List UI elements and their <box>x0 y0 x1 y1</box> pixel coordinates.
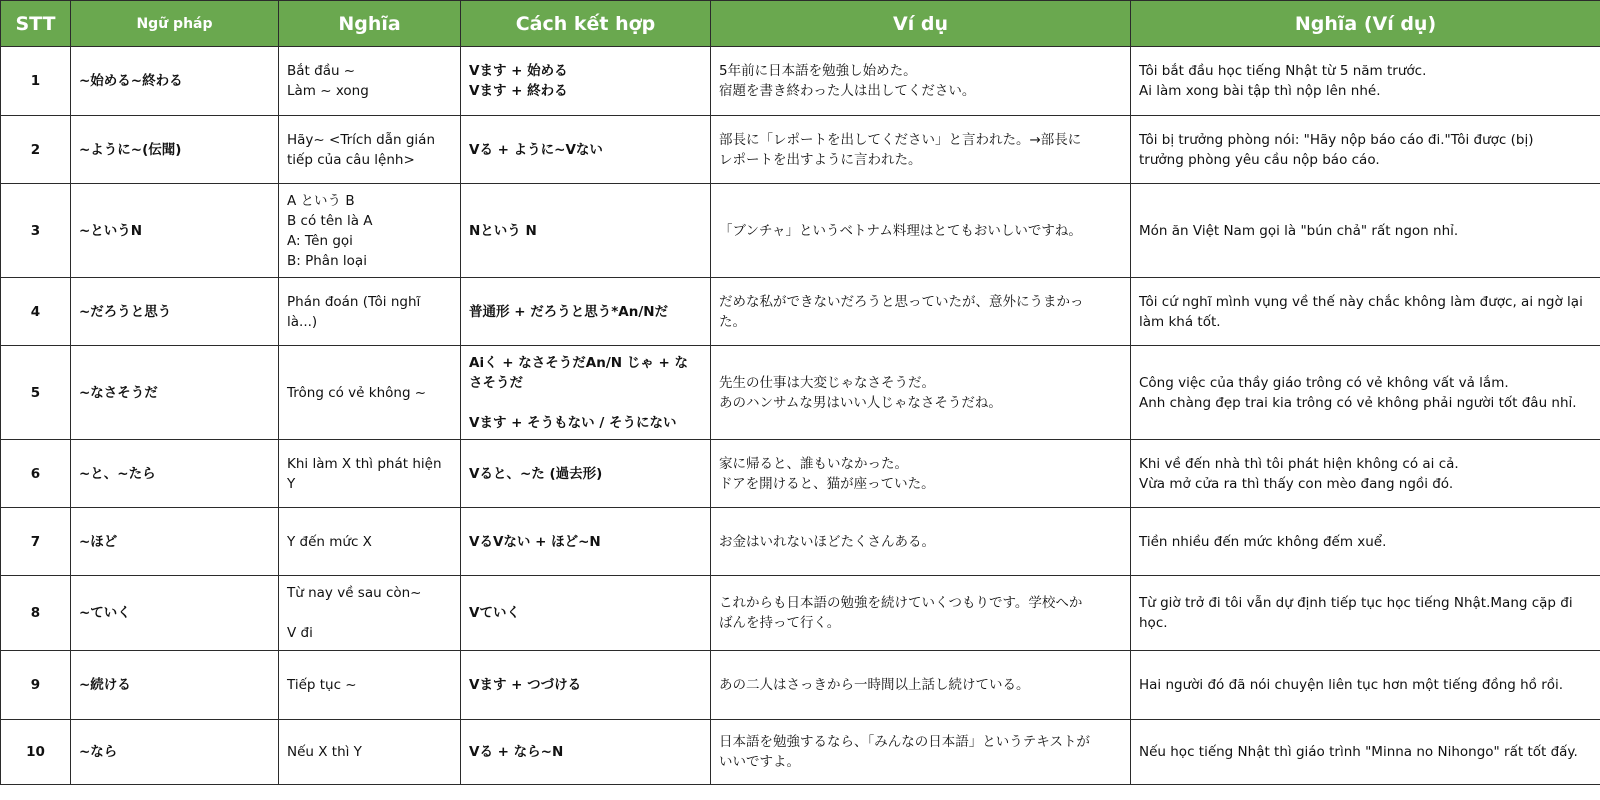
cell-stt: 9 <box>1 651 71 720</box>
cell-example-meaning-line: Tôi bắt đầu học tiếng Nhật từ 5 năm trước. <box>1139 63 1427 79</box>
cell-grammar: ~というN <box>71 184 279 278</box>
cell-meaning <box>279 47 461 116</box>
cell-meaning <box>279 651 461 720</box>
cell-meaning-line: là...) <box>287 313 318 330</box>
cell-meaning-line: V đi <box>287 625 313 641</box>
table-row <box>1 346 1600 440</box>
cell-structure-line: さそうだ <box>469 374 523 391</box>
cell-stt: 6 <box>1 440 71 508</box>
cell-structure <box>461 651 711 720</box>
cell-stt: 7 <box>1 508 71 576</box>
cell-meaning <box>279 720 461 785</box>
table-row <box>1 278 1600 346</box>
cell-structure-line: Vていく <box>469 605 520 621</box>
cell-example-meaning-line: Tiền nhiều đến mức không đếm xuể. <box>1139 533 1387 550</box>
table-row <box>1 47 1600 116</box>
cell-meaning <box>279 508 461 576</box>
cell-example-meaning <box>1131 346 1600 440</box>
cell-structure <box>461 47 711 116</box>
cell-meaning-line: Y <box>287 475 296 492</box>
header-example: Ví dụ <box>711 1 1131 47</box>
cell-example-line: 宿題を書き終わった人は出してください。 <box>719 83 976 99</box>
cell-structure <box>461 720 711 785</box>
cell-meaning <box>279 346 461 440</box>
cell-example <box>711 508 1131 576</box>
cell-example <box>711 346 1131 440</box>
table-row <box>1 720 1600 785</box>
cell-meaning-line: tiếp của câu lệnh> <box>287 151 415 168</box>
cell-structure-line: Aiく + なさそうだAn/N じゃ + な <box>469 354 688 371</box>
cell-structure-line <box>469 393 702 413</box>
cell-example-line: これからも日本語の勉強を続けていくつもりです。学校へか <box>719 595 1083 611</box>
cell-structure <box>461 116 711 184</box>
cell-grammar: ~始める~終わる <box>71 47 279 116</box>
header-meaning: Nghĩa <box>279 1 461 47</box>
cell-stt: 5 <box>1 346 71 440</box>
cell-example <box>711 116 1131 184</box>
cell-grammar: ~ように~(伝聞) <box>71 116 279 184</box>
cell-example-meaning <box>1131 278 1600 346</box>
cell-meaning <box>279 116 461 184</box>
cell-example-line: あのハンサムな男はいい人じゃなさそうだね。 <box>719 394 1002 411</box>
cell-example <box>711 651 1131 720</box>
cell-structure-line: Vると、~た (過去形) <box>469 465 603 482</box>
header-structure: Cách kết hợp <box>461 1 711 47</box>
cell-example-line: 日本語を勉強するなら、「みんなの日本語」というテキストが <box>719 734 1090 750</box>
cell-example-line: あの二人はさっきから一時間以上話し続けている。 <box>719 677 1030 693</box>
cell-example-line: 5年前に日本語を勉強し始めた。 <box>719 63 917 79</box>
cell-meaning-line: A: Tên gọi <box>287 232 353 249</box>
cell-grammar: ~ていく <box>71 576 279 651</box>
cell-grammar: ~なら <box>71 720 279 785</box>
cell-example-meaning-line: Công việc của thầy giáo trông có vẻ không vất vả lắm. <box>1139 374 1509 391</box>
cell-grammar: ~なさそうだ <box>71 346 279 440</box>
cell-meaning-line: A という B <box>287 192 355 209</box>
cell-example-meaning-line: Khi về đến nhà thì tôi phát hiện không có ai cả. <box>1139 455 1459 472</box>
cell-meaning <box>279 576 461 651</box>
cell-meaning-line: Từ nay về sau còn~ <box>287 585 422 601</box>
cell-stt: 4 <box>1 278 71 346</box>
cell-example-meaning <box>1131 576 1600 651</box>
header-stt: STT <box>1 1 71 47</box>
cell-grammar: ~続ける <box>71 651 279 720</box>
cell-meaning-line: Trông có vẻ không ~ <box>287 384 427 401</box>
table-row <box>1 508 1600 576</box>
cell-example-line: いいですよ。 <box>719 754 800 770</box>
cell-structure-line: VるVない + ほど~N <box>469 533 601 550</box>
cell-meaning-line: Phán đoán (Tôi nghĩ <box>287 293 421 310</box>
cell-example-meaning-line: Anh chàng đẹp trai kia trông có vẻ không phải người tốt đâu nhỉ. <box>1139 394 1577 411</box>
cell-grammar: ~と、~たら <box>71 440 279 508</box>
cell-example <box>711 47 1131 116</box>
cell-stt: 2 <box>1 116 71 184</box>
cell-example-line: 部長に「レポートを出してください」と言われた。→部長に <box>719 131 1082 148</box>
cell-structure-line: Vます + 始める <box>469 63 568 79</box>
cell-example <box>711 720 1131 785</box>
cell-example-meaning-line: làm khá tốt. <box>1139 313 1221 330</box>
cell-example-meaning <box>1131 184 1600 278</box>
cell-stt: 8 <box>1 576 71 651</box>
cell-example <box>711 576 1131 651</box>
table-row <box>1 576 1600 651</box>
header-row <box>1 1 1600 47</box>
cell-structure-line: Vます + つづける <box>469 677 582 693</box>
table-body <box>1 47 1600 785</box>
cell-structure-line: Nという N <box>469 222 537 239</box>
header-grammar: Ngữ pháp <box>71 1 279 47</box>
cell-structure <box>461 278 711 346</box>
cell-example-meaning-line: Hai người đó đã nói chuyện liên tục hơn một tiếng đồng hồ rồi. <box>1139 677 1564 693</box>
cell-meaning-line <box>287 603 452 623</box>
cell-meaning-line: B: Phân loại <box>287 252 367 269</box>
cell-meaning <box>279 278 461 346</box>
cell-example-meaning-line: Từ giờ trở đi tôi vẫn dự định tiếp tục học tiếng Nhật.Mang cặp đi <box>1139 595 1573 611</box>
cell-example <box>711 184 1131 278</box>
table-row <box>1 440 1600 508</box>
cell-example-line: だめな私ができないだろうと思っていたが、意外にうまかっ <box>719 293 1084 310</box>
cell-structure-line: 普通形 + だろうと思う*An/Nだ <box>469 303 669 320</box>
cell-meaning <box>279 184 461 278</box>
cell-structure <box>461 440 711 508</box>
cell-example <box>711 278 1131 346</box>
cell-stt: 10 <box>1 720 71 785</box>
cell-example-line: お金はいれないほどたくさんある。 <box>719 533 935 550</box>
cell-stt: 3 <box>1 184 71 278</box>
cell-example <box>711 440 1131 508</box>
cell-example-meaning <box>1131 508 1600 576</box>
cell-example-line: ドアを開けると、猫が座っていた。 <box>719 475 935 492</box>
header-example-meaning: Nghĩa (Ví dụ) <box>1131 1 1600 47</box>
cell-structure <box>461 346 711 440</box>
cell-meaning-line: Làm ~ xong <box>287 83 369 99</box>
cell-structure <box>461 508 711 576</box>
cell-example-line: レポートを出すように言われた。 <box>719 151 922 168</box>
cell-example-meaning <box>1131 440 1600 508</box>
cell-example-line: 家に帰ると、誰もいなかった。 <box>719 455 908 472</box>
table-row <box>1 651 1600 720</box>
cell-structure <box>461 576 711 651</box>
cell-example-meaning-line: trưởng phòng yêu cầu nộp báo cáo. <box>1139 151 1380 168</box>
cell-example-meaning <box>1131 651 1600 720</box>
cell-meaning-line: Bắt đầu ~ <box>287 63 356 79</box>
cell-structure-line: Vる + なら~N <box>469 744 564 760</box>
table-row <box>1 184 1600 278</box>
cell-grammar: ~ほど <box>71 508 279 576</box>
cell-structure-line: Vる + ように~Vない <box>469 141 603 158</box>
cell-stt: 1 <box>1 47 71 116</box>
table-row <box>1 116 1600 184</box>
cell-example-line: 先生の仕事は大変じゃなさそうだ。 <box>719 374 935 391</box>
cell-structure <box>461 184 711 278</box>
cell-example-meaning <box>1131 47 1600 116</box>
cell-example-line: 「ブンチャ」というベトナム料理はとてもおいしいですね。 <box>719 222 1082 239</box>
cell-example-line: ばんを持って行く。 <box>719 615 841 631</box>
cell-example-meaning <box>1131 720 1600 785</box>
cell-example-line: た。 <box>719 313 746 330</box>
cell-example-meaning-line: Tôi bị trưởng phòng nói: "Hãy nộp báo cáo đi."Tôi được (bị) <box>1139 131 1534 148</box>
cell-example-meaning-line: Món ăn Việt Nam gọi là "bún chả" rất ngon nhỉ. <box>1139 222 1459 239</box>
cell-meaning-line: Nếu X thì Y <box>287 744 362 760</box>
cell-example-meaning-line: Nếu học tiếng Nhật thì giáo trình "Minna no Nihongo" rất tốt đấy. <box>1139 744 1578 760</box>
cell-meaning-line: Hãy~ <Trích dẫn gián <box>287 131 435 148</box>
cell-structure-line: Vます + そうもない / そうにない <box>469 414 677 431</box>
cell-meaning-line: Y đến mức X <box>287 533 372 550</box>
cell-example-meaning-line: Ai làm xong bài tập thì nộp lên nhé. <box>1139 83 1381 99</box>
cell-meaning-line: Tiếp tục ~ <box>287 677 357 693</box>
cell-meaning-line: B có tên là A <box>287 212 373 229</box>
cell-structure-line: Vます + 終わる <box>469 83 568 99</box>
cell-example-meaning-line: học. <box>1139 615 1168 631</box>
cell-example-meaning <box>1131 116 1600 184</box>
cell-meaning-line: Khi làm X thì phát hiện <box>287 455 442 472</box>
cell-example-meaning-line: Vừa mở cửa ra thì thấy con mèo đang ngồi đó. <box>1139 475 1454 492</box>
cell-example-meaning-line: Tôi cứ nghĩ mình vụng về thế này chắc không làm được, ai ngờ lại <box>1139 293 1583 310</box>
cell-grammar: ~だろうと思う <box>71 278 279 346</box>
cell-meaning <box>279 440 461 508</box>
